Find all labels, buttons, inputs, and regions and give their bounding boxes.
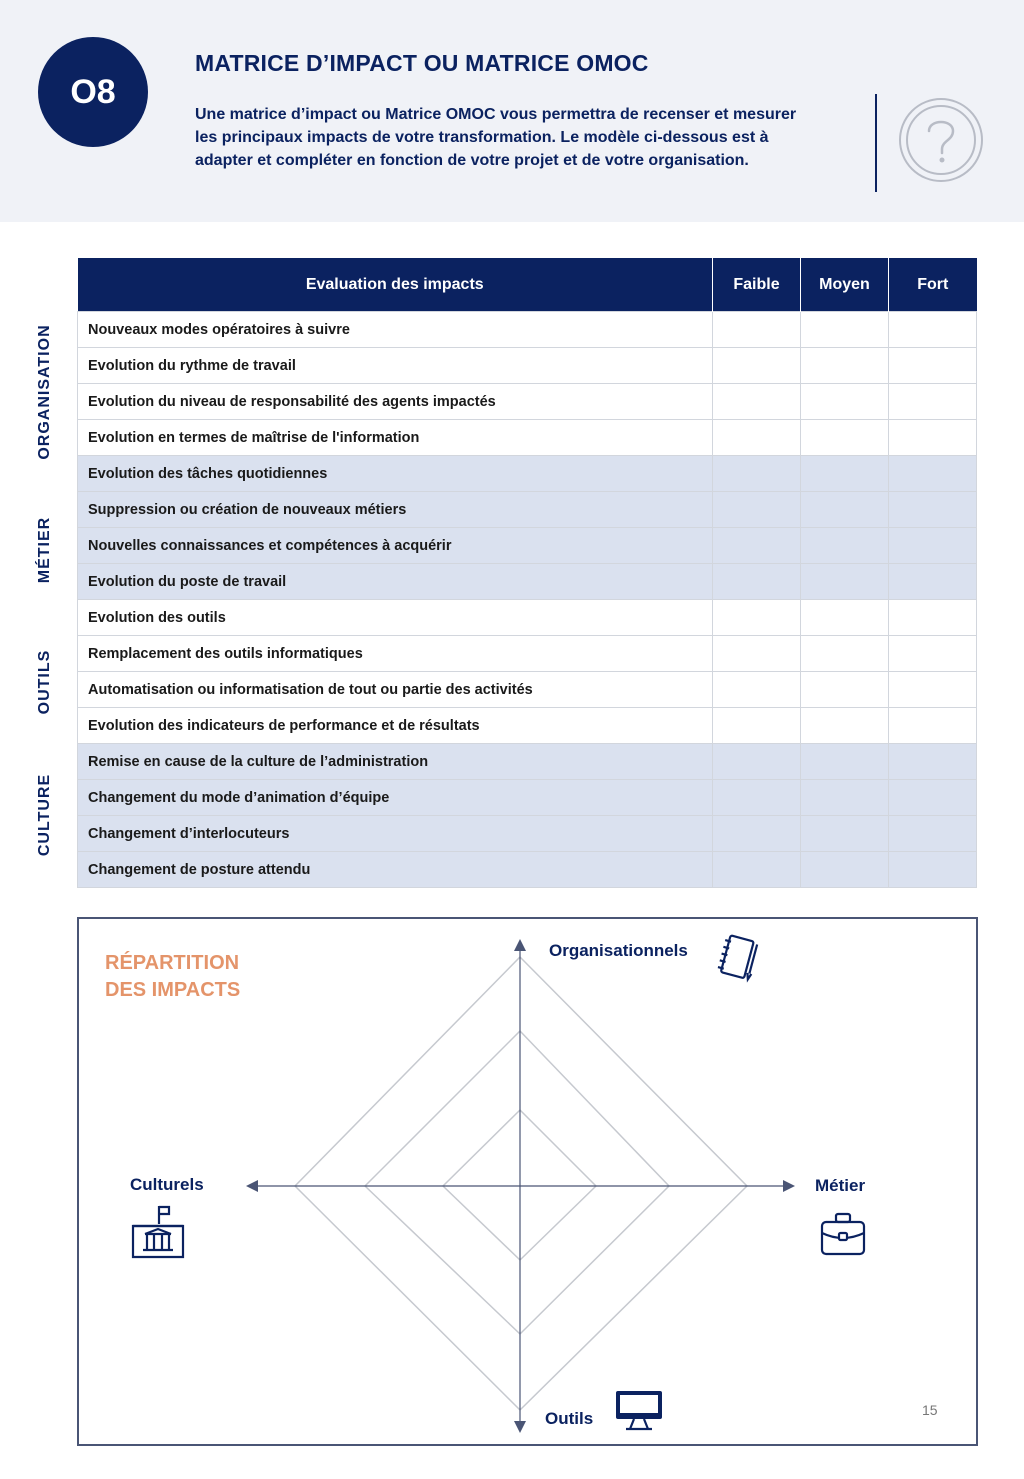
building-icon [129,1204,187,1260]
intro-line: les principaux impacts de votre transformation. Le modèle ci-dessous est à [195,129,769,146]
header-fort: Fort [889,258,977,312]
impact-label: Evolution du niveau de responsabilité des agents impactés [78,384,713,420]
impact-label: Evolution des outils [78,600,713,636]
impact-label: Evolution du poste de travail [78,564,713,600]
section-badge: O8 [38,37,148,147]
impact-label: Automatisation ou informatisation de tout ou partie des activités [78,672,713,708]
radar-ring-middle [365,1031,669,1334]
impact-label: Changement d’interlocuteurs [78,816,713,852]
impact-label: Evolution en termes de maîtrise de l'information [78,420,713,456]
impact-label: Remise en cause de la culture de l’administration [78,744,713,780]
impact-label: Changement du mode d’animation d’équipe [78,780,713,816]
header-moyen: Moyen [801,258,889,312]
impact-label: Changement de posture attendu [78,852,713,888]
radar-ring-outer [295,957,747,1410]
header-faible: Faible [713,258,801,312]
section-label-outils: OUTILS [36,649,53,715]
header-evaluation: Evaluation des impacts [78,258,713,312]
axis-label-left: Culturels [130,1175,204,1194]
impact-label: Suppression ou création de nouveaux métiers [78,492,713,528]
impact-label: Evolution des tâches quotidiennes [78,456,713,492]
impact-label: Evolution des indicateurs de performance et de résultats [78,708,713,744]
axis-label-right: Métier [815,1176,866,1195]
axis-label-bottom: Outils [545,1409,594,1428]
radar-title-line: DES IMPACTS [105,979,241,1001]
page-title: MATRICE D’IMPACT OU MATRICE OMOC [195,50,649,76]
section-label-culture: CULTURE [36,773,53,857]
radar-title-line: RÉPARTITION [105,952,240,974]
section-label-metier: MÉTIER [36,516,53,584]
intro-line: Une matrice d’impact ou Matrice OMOC vous permettra de recenser et mesurer [195,106,797,123]
impact-label: Remplacement des outils informatiques [78,636,713,672]
notebook-icon [715,932,761,984]
impact-label: Nouveaux modes opératoires à suivre [78,312,713,348]
section-label-organisation: ORGANISATION [36,324,53,460]
monitor-icon [614,1389,664,1431]
intro-line: adapter et compléter en fonction de votre projet et de votre organisation. [195,152,749,169]
impact-label: Nouvelles connaissances et compétences à acquérir [78,528,713,564]
impact-label: Evolution du rythme de travail [78,348,713,384]
axis-label-top: Organisationnels [549,941,688,960]
page-number: 15 [922,1402,938,1418]
briefcase-icon [819,1211,867,1257]
